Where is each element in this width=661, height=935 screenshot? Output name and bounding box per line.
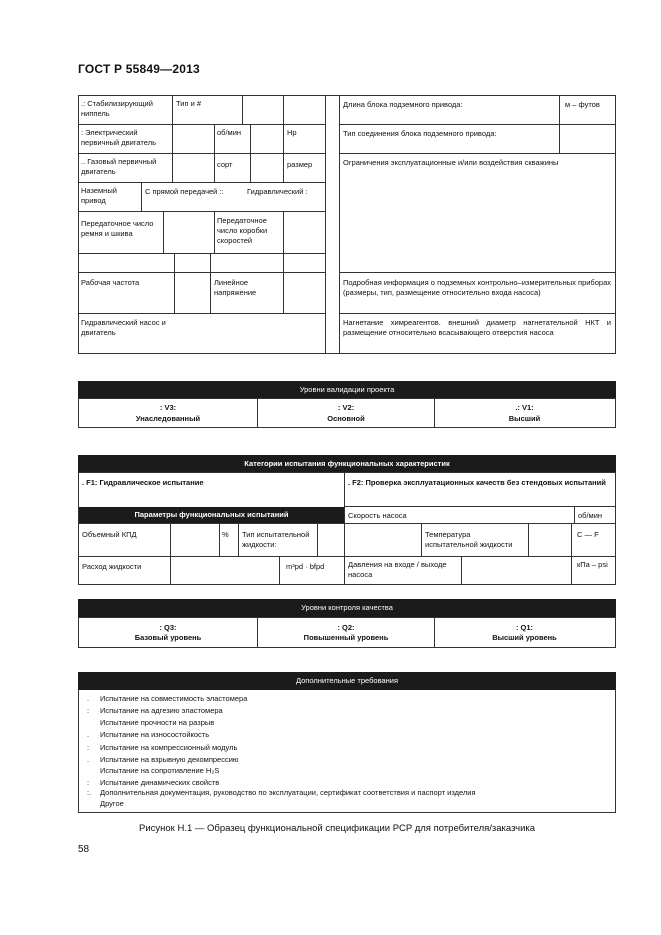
quality-q3-label: Базовый уровень <box>134 633 202 642</box>
type-number-label: Тип и # <box>176 99 202 108</box>
validation-v1-label: Высший <box>508 414 541 423</box>
block-length-label: Длина блока подземного привода: <box>343 100 463 109</box>
quality-q2-label: Повышенный уровень <box>303 633 389 642</box>
req-elastomer-adhesion: Испытание на адгезию эластомера <box>100 706 223 715</box>
quality-q3-code: : Q3: <box>159 623 177 632</box>
fluid-type-label: Тип испытательной жидкости: <box>242 530 310 549</box>
m-ft-unit-label: м – футов <box>565 100 600 109</box>
req-mark: : <box>87 706 90 715</box>
req-mark: . <box>87 694 90 703</box>
well-limits-label: Ограничения эксплуатационные и/или воздействия скважины <box>343 158 559 167</box>
electric-motor-label: : Электрический первичный двигатель <box>81 128 156 147</box>
document-header: ГОСТ Р 55849—2013 <box>78 62 200 76</box>
belt-ratio-label: Передаточное число ремня и шкива <box>81 219 154 238</box>
chem-injection-label: Нагнетание химреагентов. внешний диаметр нагнетательной НКТ и размещение относительно всасывающего отверстия насоса <box>343 318 611 337</box>
pump-speed-label: Скорость насоса <box>348 511 407 520</box>
req-dynamic-properties: Испытание динамических свойств <box>100 778 220 787</box>
params-title: Параметры функциональных испытаний <box>79 507 344 523</box>
req-mark: : <box>87 743 90 752</box>
quality-q1-label: Высший уровень <box>492 633 557 642</box>
validation-v3-code: : V3: <box>159 403 177 412</box>
percent-unit: % <box>222 530 229 539</box>
req-other: Другое <box>100 799 124 808</box>
hydraulic-pump-label: Гидравлический насос и двигатель <box>81 318 166 337</box>
flow-unit: m³pd · bfpd <box>286 562 325 571</box>
req-additional-documentation: Дополнительная документация, руководство по эксплуатации, сертификат соответствия и паспорт изделия <box>100 788 476 797</box>
functional-title: Категории испытания функциональных характеристик <box>78 455 616 472</box>
validation-v2-label: Основной <box>327 414 365 423</box>
line-voltage-label: Линейное напряжение <box>214 278 257 297</box>
req-wear-resistance: Испытание на износостойкость <box>100 730 210 739</box>
figure-caption: Рисунок Н.1 — Образец функциональной спецификации PCP для потребителя/заказчика <box>139 823 536 834</box>
validation-v1-code: .: V1: <box>515 403 534 412</box>
req-mark: . <box>87 755 90 764</box>
page-number: 58 <box>78 844 90 855</box>
validation-title: Уровни валидации проекта <box>78 381 616 398</box>
validation-v2-code: : V2: <box>337 403 355 412</box>
req-elastomer-compatibility: Испытание на совместимость эластомера <box>100 694 248 703</box>
req-compression-modulus: Испытание на компрессионный модуль <box>100 743 238 752</box>
operating-frequency-label: Рабочая частота <box>81 278 140 287</box>
req-mark: . <box>87 730 90 739</box>
req-h2s-resistance: Испытание на сопротивление H₂S <box>100 766 220 775</box>
f1-hydraulic-test: . F1: Гидравлическое испытание <box>82 478 204 487</box>
hydraulic-drive-label: Гидравлический : <box>247 187 308 196</box>
fluid-temperature-label: Температура испытательной жидкости <box>425 530 513 549</box>
rpm-unit-label: об/мин <box>217 128 242 137</box>
volumetric-efficiency-label: Объемный КПД <box>82 530 137 539</box>
quality-q2-code: : Q2: <box>337 623 355 632</box>
req-mark: :. <box>87 788 92 797</box>
grade-label: сорт <box>217 160 233 169</box>
pressure-unit: кПа – psi <box>577 560 608 569</box>
req-explosive-decompression: Испытание на взрывную декомпрессию <box>100 755 239 764</box>
validation-v3-label: Унаследованный <box>135 414 201 423</box>
f2-performance-test: . F2: Проверка эксплуатационных качеств без стендовых испытаний <box>348 478 606 487</box>
block-connection-label: Тип соединения блока подземного привода: <box>343 129 497 138</box>
size-label: размер <box>287 160 313 169</box>
surface-drive-label: Наземный привод <box>81 186 117 205</box>
pressure-label: Давления на входе / выходе насоса <box>348 560 447 579</box>
fluid-flow-label: Расход жидкости <box>82 562 142 571</box>
hp-unit-label: Нр <box>287 128 297 137</box>
gearbox-ratio-label: Передаточное число коробки скоростей <box>217 216 268 245</box>
req-mark: : <box>87 778 90 787</box>
direct-drive-label: С прямой передачей :: <box>145 187 224 196</box>
quality-title: Уровни контроля качества <box>78 599 616 617</box>
instruments-label: Подробная информация о подземных контрольно–измерительных приборах (размеры, тип, размещение относительно входа насоса) <box>343 278 611 297</box>
gas-motor-label: .. Газовый первичный двигатель <box>81 157 157 176</box>
temperature-unit: С — F <box>577 530 599 539</box>
stabilizer-label: .: Стабилизирующий ниппель <box>81 99 153 118</box>
req-tensile-strength: Испытание прочности на разрыв <box>100 718 215 727</box>
quality-q1-code: : Q1: <box>515 623 534 632</box>
additional-title: Дополнительные требования <box>78 672 616 690</box>
pump-speed-unit: об/мин <box>578 511 603 520</box>
